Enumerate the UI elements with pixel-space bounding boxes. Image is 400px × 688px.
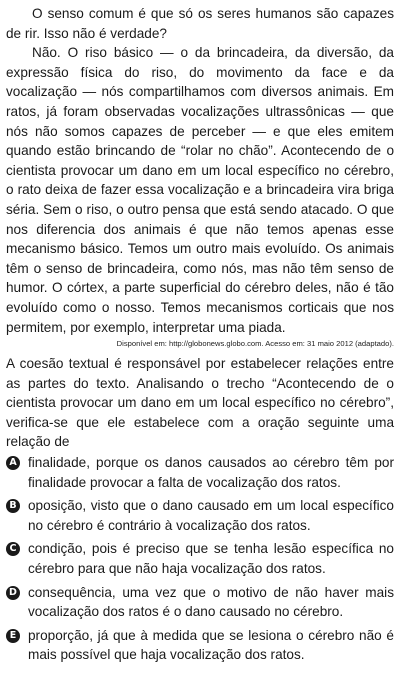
passage — [6, 4, 394, 349]
option-b-letter-badge: B — [6, 499, 20, 513]
option-b-text: oposição, visto que o dano causado em um local específico no cérebro é contrário à vocalização dos ratos. — [28, 498, 394, 533]
option-e-text: proporção, já que à medida que se lesiona o cérebro não é mais possível que haja vocalização dos ratos. — [28, 627, 394, 663]
option-b[interactable] — [6, 496, 394, 535]
passage-paragraph-question: O senso comum é que só os seres humanos são capazes de rir. Isso não é verdade? — [6, 6, 394, 41]
option-a[interactable] — [6, 453, 394, 492]
option-c-text: condição, pois é preciso que se tenha lesão específica no cérebro para que não haja vocalização dos ratos. — [28, 541, 394, 577]
source-citation: Disponível em: http://globonews.globo.com. Acesso em: 31 maio 2012 (adaptado). — [116, 339, 394, 349]
option-e[interactable] — [6, 626, 394, 665]
option-d-text: consequência, uma vez que o motivo de não haver mais vocalização dos ratos é o dano causado no cérebro. — [28, 584, 394, 620]
option-d[interactable] — [6, 583, 394, 622]
option-c-letter-badge: C — [6, 542, 20, 556]
option-a-letter-badge: A — [6, 456, 20, 470]
question-stem: A coesão textual é responsável por estabelecer relações entre as partes do texto. Analisando o trecho “Acontecendo de o cientista provocar um dano em um local específico no cérebro”, verifica-se que ele estabelece com a oração seguinte uma relação de — [6, 356, 394, 450]
option-c[interactable] — [6, 539, 394, 578]
option-d-letter-badge: D — [6, 586, 20, 600]
passage-paragraph-answer: Não. O riso básico — o da brincadeira, da diversão, da expressão física do riso, do movimento da face e da vocalização — nós compartilhamos com diversos animais. Em ratos, já foram observadas vocalizações ultrassônicas — que nós não somos capazes de perceber — e que eles emitem quando estão brincando de “rolar no chão”. Acontecendo de o cientista provocar um dano em um local específico no cérebro, o rato deixa de fazer essa vocalização e a brincadeira vira briga séria. Sem o riso, o outro pensa que está sendo atacado. O que nos diferencia dos animais é que não temos apenas esse mecanismo básico. Temos um outro mais evoluído. Os animais têm o senso de brincadeira, como nós, mas não têm senso de humor. O córtex, a parte superficial do cérebro deles, não é tão evoluído como o nosso. Temos mecanismos corticais que nos permitem, por exemplo, interpretar uma piada. — [6, 45, 394, 335]
option-e-letter-badge: E — [6, 629, 20, 643]
option-a-text: finalidade, porque os danos causados ao cérebro têm por finalidade provocar a falta de vocalização dos ratos. — [28, 455, 394, 490]
answer-options — [6, 453, 394, 665]
